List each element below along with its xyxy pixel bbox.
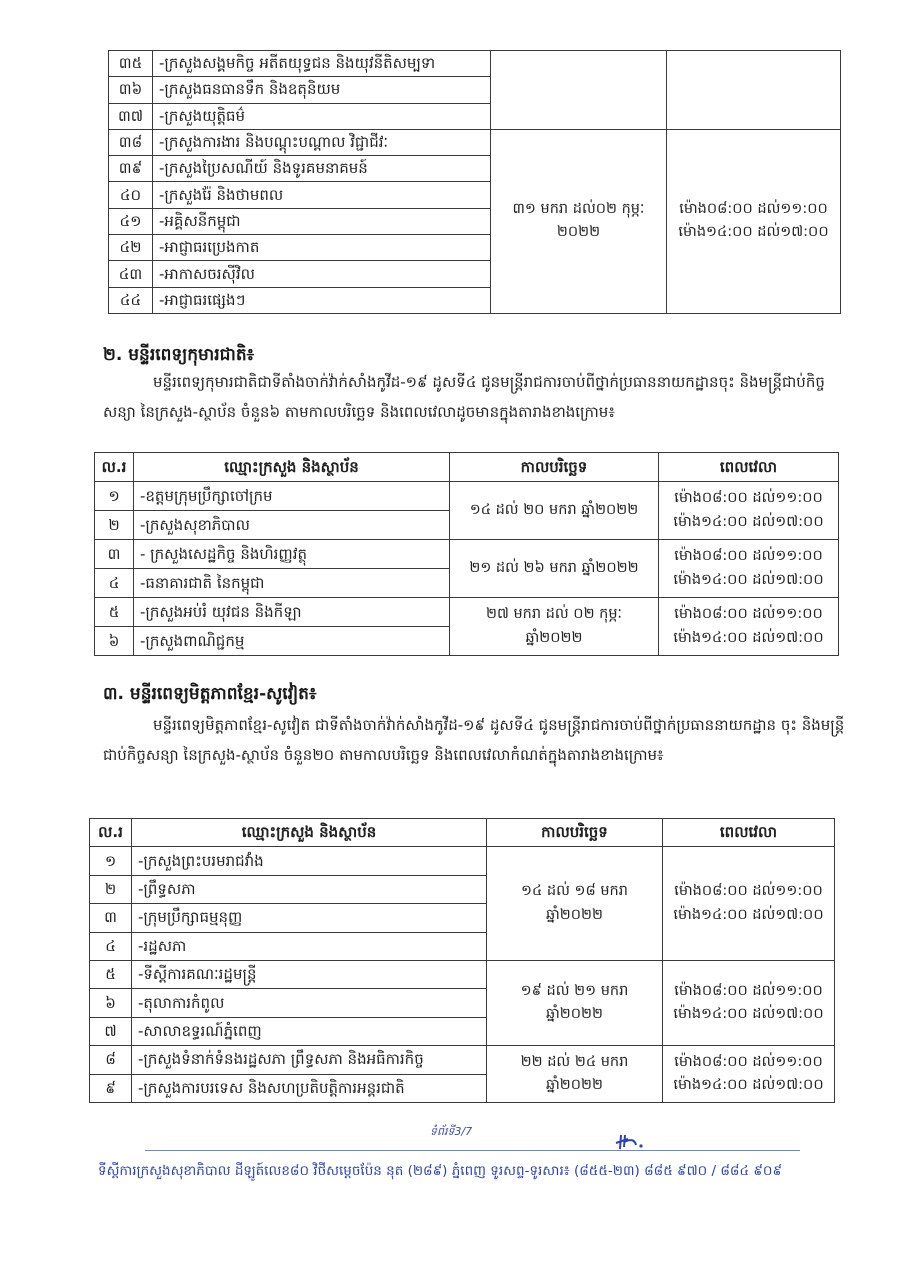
row-number: ៤២ [109,235,153,261]
footer-divider [145,1150,800,1151]
institution-name: -ក្រសួងការបរទេស និងសហប្រតិបត្តិការអន្តរជាតិ [132,1074,487,1102]
institution-name: -ក្រសួងយុត្តិធម៌ [153,103,491,129]
row-number: ១ [90,847,132,875]
header-time: ពេលវេលា [659,453,839,482]
section-3-paragraph [103,710,848,770]
section-3-paragraph-text: មន្ទីរពេទ្យមិត្តភាពខ្មែរ-សូវៀត ជាទីតាំងចាក់វ៉ាក់សាំងកូវីដ-១៩ ដូសទី៤ ជូនមន្ត្រីរាជការចាប់ពីថ្នាក់ប្រធាននាយកដ្ឋាន ចុះ និងមន្ត្រីជាប់កិច្ចសន្យា នៃក្រសួង-ស្ថាប័ន ចំនួន២០ តាមកាលបរិច្ឆេទ និងពេលវេលាកំណត់ក្នុងតារាងខាងក្រោម៖ [103,716,845,764]
institution-name: -អាជ្ញាធរប្រេងកាត [153,235,491,261]
header-period: កាលបរិច្ឆេទ [487,819,663,847]
time-morning: ម៉ោង០៨:០០ ដល់១១:០០ [674,490,823,507]
row-number: ៦ [95,627,134,656]
institution-name: -អាកាសចរស៊ីវិល [153,261,491,287]
institution-name: -ក្រុមប្រឹក្សាធម្មនុញ្ញ [132,904,487,932]
table-header-row [95,453,839,482]
period-cell: ២១ ដល់ ២៦ មករា ឆ្នាំ២០២២ [450,540,659,598]
row-number: ៣ [90,904,132,932]
institution-name: -ក្រសួងធនធានទឹក និងឧតុនិយម [153,77,491,103]
section-3-heading: ៣. មន្ទីរពេទ្យមិត្តភាពខ្មែរ-សូវៀត៖ [103,684,317,704]
institution-name: -រដ្ឋសភា [132,932,487,960]
row-number: ៤៣ [109,261,153,287]
institution-name: -ក្រសួងពាណិជ្ជកម្ម [134,627,450,656]
row-number: ៣៦ [109,77,153,103]
row-number: ១ [95,482,134,511]
time-cell [659,540,839,598]
table-row [90,847,835,875]
row-number: ៣៩ [109,156,153,182]
time-morning: ម៉ោង០៨:០០ ដល់១១:០០ [679,201,828,218]
institution-name: -តុលាការកំពូល [132,989,487,1017]
time-morning: ម៉ោង០៨:០០ ដល់១១:០០ [674,548,823,565]
row-number: ៤ [95,569,134,598]
period-cell [491,51,667,130]
section-3-table [89,818,835,1103]
time-afternoon: ម៉ោង១៤:០០ ដល់១៧:០០ [678,224,829,241]
table-row [90,960,835,988]
row-number: ៩ [90,1074,132,1102]
header-number: ល.រ [90,819,132,847]
period-cell: ២២ ដល់ ២៤ មករា ឆ្នាំ២០២២ [487,1046,663,1103]
table-row [90,1046,835,1074]
header-institution: ឈ្មោះក្រសួង និងស្ថាប័ន [132,819,487,847]
time-cell [663,847,835,961]
period-cell: ១៩ ដល់ ២១ មករា ឆ្នាំ២០២២ [487,960,663,1045]
time-afternoon: ម៉ោង១៤:០០ ដល់១៧:០០ [673,629,824,646]
row-number: ៨ [90,1046,132,1074]
institution-name: -អគ្គិសនីកម្ពុជា [153,208,491,234]
signature-mark-icon [612,1133,646,1151]
time-cell [663,1046,835,1103]
period-cell: ១៤ ដល់ ២០ មករា ឆ្នាំ២០២២ [450,482,659,540]
time-morning: ម៉ោង០៨:០០ ដល់១១:០០ [674,883,823,900]
page-number: ទំព័រទី3/7 [430,1125,473,1138]
section-2-paragraph-text: មន្ទីរពេទ្យកុមារជាតិជាទីតាំងចាក់វ៉ាក់សាំងកូវីដ-១៩ ដូសទី៤ ជូនមន្ត្រីរាជការចាប់ពីថ្នាក់ប្រធាននាយកដ្ឋានចុះ និងមន្ត្រីជាប់កិច្ចសន្យា នៃក្រសួង-ស្ថាប័ន ចំនួន៦ តាមកាលបរិច្ឆេទ និងពេលវេលាដូចមានក្នុងតារាងខាងក្រោម៖ [103,373,825,421]
institution-name: -អាជ្ញាធរផ្សេងៗ [153,287,491,313]
institution-name: -សាលាឧទ្ធរណ៍ភ្នំពេញ [132,1017,487,1045]
time-afternoon: ម៉ោង១៤:០០ ដល់១៧:០០ [673,513,824,530]
header-time: ពេលវេលា [663,819,835,847]
row-number: ៤ [90,932,132,960]
row-number: ៧ [90,1017,132,1045]
table-row [109,129,841,155]
header-institution: ឈ្មោះក្រសួង និងស្ថាប័ន [134,453,450,482]
time-morning: ម៉ោង០៨:០០ ដល់១១:០០ [674,606,823,623]
time-afternoon: ម៉ោង១៤:០០ ដល់១៧:០០ [673,906,824,923]
institution-name: -ព្រឹទ្ធសភា [132,875,487,903]
row-number: ៤០ [109,182,153,208]
initials-signature [612,1133,646,1155]
section-2-heading: ២. មន្ទីរពេទ្យកុមារជាតិ៖ [103,345,255,365]
period-cell: ២៧ មករា ដល់ ០២ កុម្ភៈ ឆ្នាំ២០២២ [450,598,659,656]
row-number: ៤៤ [109,287,153,313]
row-number: ៦ [90,989,132,1017]
row-number: ៥ [95,598,134,627]
time-cell [659,598,839,656]
period-cell: ១៤ ដល់ ១៨ មករា ឆ្នាំ២០២២ [487,847,663,961]
institution-name: -ក្រសួងសុខាភិបាល [134,511,450,540]
time-cell [667,51,841,130]
section-2-paragraph [103,367,848,427]
institution-name: -ទីស្តីការគណៈរដ្ឋមន្ត្រី [132,960,487,988]
row-number: ៥ [90,960,132,988]
row-number: ៣៧ [109,103,153,129]
institution-name: -ក្រសួងប្រៃសណីយ៍ និងទូរគមនាគមន៍ [153,156,491,182]
table-header-row [90,819,835,847]
institution-name: -ឧត្តមក្រុមប្រឹក្សាចៅក្រម [134,482,450,511]
footer-address: ទីស្តីការក្រសួងសុខាភិបាល ដីឡូត៍លេខ៨០ វិថីសម្តេចប៉ែន នុត (២៨៩) ភ្នំពេញ ទូរសព្ទ-ទូរសារ៖ (៨៥៥-២៣) ៨៨៥ ៩៧០ / ៨៨៤ ៩០៩ [98,1163,783,1179]
header-period: កាលបរិច្ឆេទ [450,453,659,482]
institution-name: -ក្រសួងអប់រំ យុវជន និងកីឡា [134,598,450,627]
institution-name: -ក្រសួងសង្គមកិច្ច អតីតយុទ្ធជន និងយុវនីតិសម្បទា [153,51,491,77]
row-number: ៣៥ [109,51,153,77]
institution-name: -ក្រសួងរ៉ែ និងថាមពល [153,182,491,208]
time-afternoon: ម៉ោង១៤:០០ ដល់១៧:០០ [673,1006,824,1023]
table-row [109,51,841,77]
institution-name: -ក្រសួងការងារ និងបណ្តុះបណ្តាល វិជ្ជាជីវៈ [153,129,491,155]
row-number: ៣៨ [109,129,153,155]
time-afternoon: ម៉ោង១៤:០០ ដល់១៧:០០ [673,571,824,588]
table-row [95,540,839,569]
time-cell [663,960,835,1045]
table-row [95,598,839,627]
table-row [95,482,839,511]
time-morning: ម៉ោង០៨:០០ ដល់១១:០០ [674,1053,823,1070]
row-number: ២ [90,875,132,903]
institution-name: -ក្រសួងទំនាក់ទំនងរដ្ឋសភា ព្រឹទ្ធសភា និងអធិការកិច្ច [132,1046,487,1074]
time-cell [659,482,839,540]
institution-name: -ក្រសួងព្រះបរមរាជវាំង [132,847,487,875]
time-afternoon: ម៉ោង១៤:០០ ដល់១៧:០០ [673,1077,824,1094]
institution-name: - ក្រសួងសេដ្ឋកិច្ច និងហិរញ្ញវត្ថុ [134,540,450,569]
period-cell: ៣១ មករា ដល់០២ កុម្ភៈ ២០២២ [491,129,667,313]
header-number: ល.រ [95,453,134,482]
row-number: ៣ [95,540,134,569]
row-number: ៤១ [109,208,153,234]
time-morning: ម៉ោង០៨:០០ ដល់១១:០០ [674,982,823,999]
continuation-table [108,50,841,314]
row-number: ២ [95,511,134,540]
time-cell [667,129,841,313]
institution-name: -ធនាគារជាតិ នៃកម្ពុជា [134,569,450,598]
section-2-table [94,452,839,656]
